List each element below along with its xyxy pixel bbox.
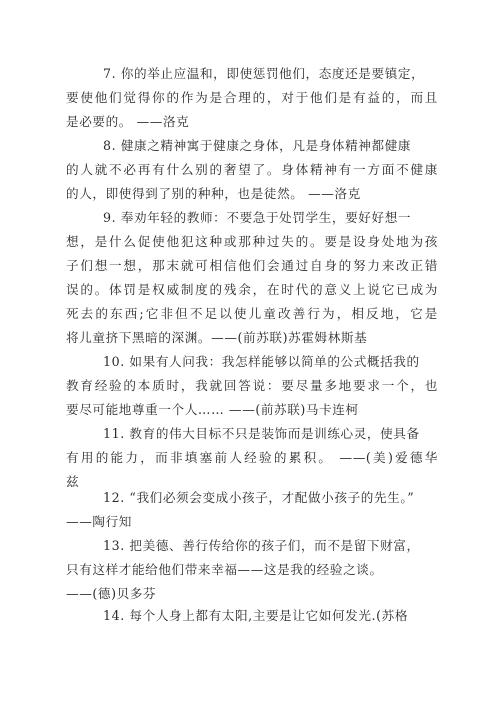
text-line: 是必要的。 ——洛克 — [66, 114, 190, 129]
text-line: 子们想一想，那末就可相信他们会通过自身的努力来改正错 — [66, 258, 438, 273]
quote-paragraph-14 — [66, 604, 438, 628]
text-line: 死去的东西;它非但不足以使儿童改善行为，相反地，它是 — [66, 306, 438, 321]
text-line: 将儿童挤下黑暗的深渊。——(前苏联)苏霍姆林斯基 — [66, 330, 368, 345]
quote-paragraph-7 — [66, 62, 438, 134]
quote-paragraph-10 — [66, 350, 438, 422]
text-line: 12. “我们必须会变成小孩子，才配做小孩子的先生。” — [103, 490, 415, 505]
text-line: ——陶行知 — [66, 514, 132, 529]
text-line: 的人，即使得到了别的种种，也是徒然。 ——洛克 — [66, 186, 361, 201]
quote-paragraph-13 — [66, 534, 438, 606]
text-line: 10. 如果有人问我：我怎样能够以简单的公式概括我的 — [103, 354, 420, 369]
text-line: 7. 你的举止应温和，即使惩罚他们，态度还是要镇定， — [103, 66, 425, 81]
quote-paragraph-11 — [66, 422, 438, 494]
quote-paragraph-12 — [66, 486, 438, 534]
text-line: 11. 教育的伟大目标不只是装饰而是训练心灵，使具备 — [103, 426, 420, 441]
text-line: 有用的能力，而非填塞前人经验的累积。 ——(美)爱德华 — [66, 450, 438, 465]
text-line: ——(德)贝多芬 — [66, 586, 157, 601]
text-line: 要尽可能地尊重一个人…… ——(前苏联)马卡连柯 — [66, 402, 359, 417]
text-line: 要使他们觉得你的作为是合理的，对于他们是有益的，而且 — [66, 90, 438, 105]
text-line: 兹 — [66, 474, 80, 489]
text-line: 误的。体罚是权威制度的残余，在时代的意义上说它已成为 — [66, 282, 438, 297]
quote-paragraph-9 — [66, 206, 438, 350]
text-line: 8. 健康之精神寓于健康之身体，凡是身体精神都健康 — [103, 138, 412, 153]
text-line: 13. 把美德、善行传给你的孩子们，而不是留下财富， — [103, 538, 420, 553]
text-line: 想，是什么促使他犯这种或那种过失的。要是设身处地为孩 — [66, 234, 438, 249]
text-line: 教育经验的本质时，我就回答说：要尽量多地要求一个，也 — [66, 378, 438, 393]
text-line: 14. 每个人身上都有太阳,主要是让它如何发光.(苏格 — [103, 608, 409, 623]
text-line: 的人就不必再有什么别的奢望了。身体精神有一方面不健康 — [66, 162, 438, 177]
text-line: 只有这样才能给他们带来幸福——这是我的经验之谈。 — [66, 562, 383, 577]
text-line: 9. 奉劝年轻的教师：不要急于处罚学生，要好好想一 — [103, 210, 412, 225]
quote-paragraph-8 — [66, 134, 438, 206]
